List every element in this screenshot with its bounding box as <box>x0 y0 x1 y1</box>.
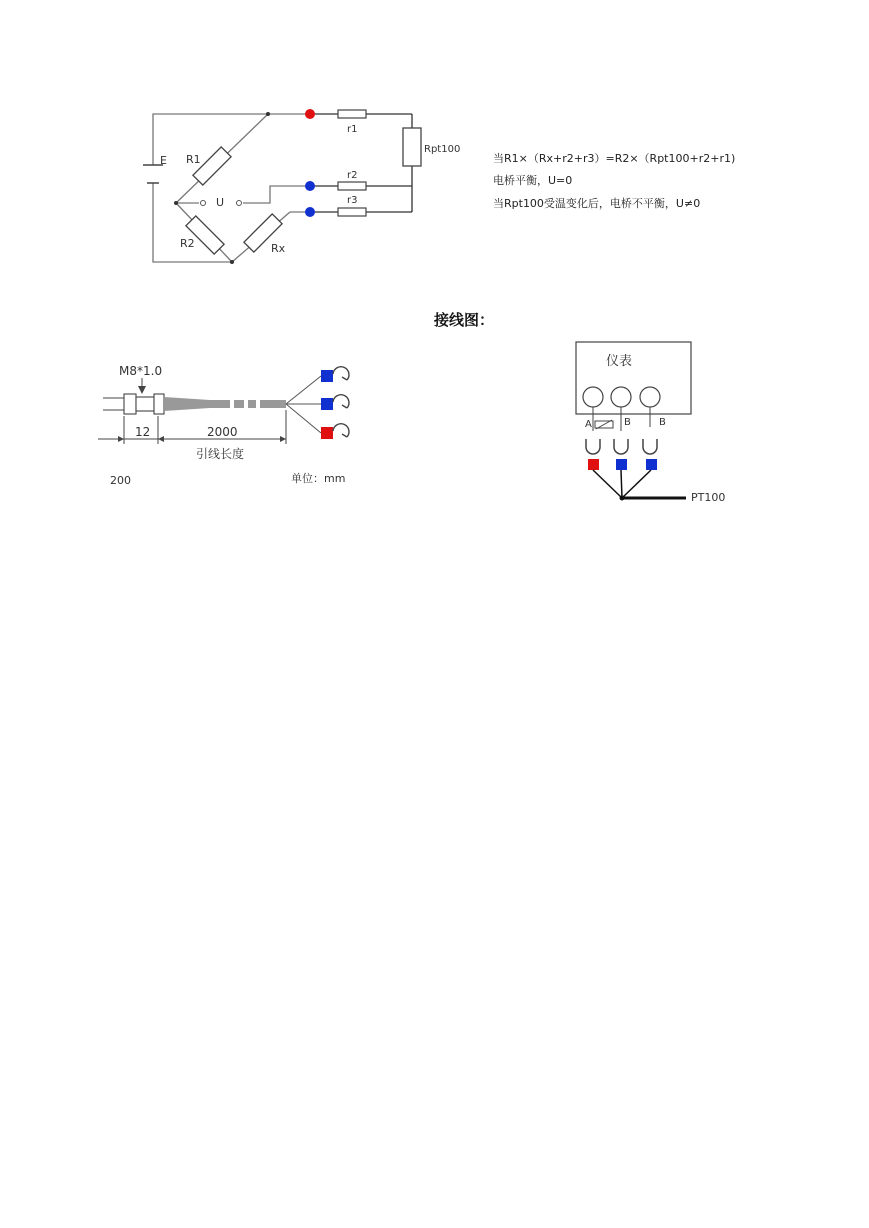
node-bottom <box>230 260 234 264</box>
meter-wiring-diagram <box>560 335 760 515</box>
sensor-nut <box>124 394 164 414</box>
label-lead-r3: r3 <box>347 195 358 206</box>
label-lead-r1: r1 <box>347 124 358 135</box>
thread-label: M8*1.0 <box>119 364 163 378</box>
terminal-red <box>305 109 315 119</box>
terminal-b2-label: B <box>659 417 666 428</box>
resistor-r1-lead <box>338 110 366 118</box>
unit-label: 单位：mm <box>291 472 346 485</box>
dimension-12: 12 <box>135 425 151 439</box>
side-value-200: 200 <box>110 474 131 487</box>
dimension-lines <box>98 410 286 444</box>
bridge-circuit-diagram <box>0 0 869 300</box>
battery-symbol <box>143 165 163 183</box>
lug-blue-2 <box>321 398 333 410</box>
pt100-label: PT100 <box>691 491 726 504</box>
label-e: E <box>160 154 167 167</box>
label-rpt100: Rpt100 <box>424 144 461 155</box>
note-balanced: 电桥平衡，U=0 <box>493 174 573 187</box>
label-rx: Rx <box>271 242 286 255</box>
terminal-a-label: A <box>585 419 592 430</box>
terminal-screw-b2 <box>640 387 660 407</box>
u-terminal-left <box>201 201 206 206</box>
meter-lug-red <box>588 459 599 470</box>
terminal-screw-b1 <box>611 387 631 407</box>
terminal-b1-label: B <box>624 417 631 428</box>
lead-length-label: 引线长度 <box>196 447 245 461</box>
lead-wires <box>310 114 412 212</box>
lug-blue-1 <box>321 370 333 382</box>
meter-title: 仪表 <box>606 354 633 369</box>
pt100-leads <box>593 470 651 498</box>
dimension-2000: 2000 <box>207 425 238 439</box>
meter-forks <box>586 439 657 454</box>
pt100-junction <box>620 496 625 501</box>
resistor-r3-lead <box>338 208 366 216</box>
note-balance-condition: 当R1×（Rx+r2+r3）=R2×（Rpt100+r2+r1) <box>493 152 736 165</box>
sensor-cable <box>164 397 286 411</box>
meter-lug-blue-1 <box>616 459 627 470</box>
sensor-dimension-drawing <box>0 340 420 510</box>
resistor-rpt100 <box>403 128 421 166</box>
label-r2: R2 <box>180 237 195 250</box>
lug-red <box>321 427 333 439</box>
terminal-blue-2 <box>305 207 315 217</box>
u-terminal-right <box>237 201 242 206</box>
resistor-r2-lead <box>338 182 366 190</box>
node-top <box>266 112 270 116</box>
meter-lug-blue-2 <box>646 459 657 470</box>
bridge-wires <box>153 114 310 262</box>
note-unbalanced: 当Rpt100受温变化后，电桥不平衡，U≠0 <box>493 197 701 210</box>
terminal-screw-a <box>583 387 603 407</box>
wiring-diagram-title: 接线图： <box>434 311 495 329</box>
node-left <box>174 201 178 205</box>
terminal-blue-1 <box>305 181 315 191</box>
fork-terminals <box>333 367 349 437</box>
label-r1: R1 <box>186 153 201 166</box>
label-lead-r2: r2 <box>347 170 358 181</box>
label-u: U <box>216 196 225 209</box>
